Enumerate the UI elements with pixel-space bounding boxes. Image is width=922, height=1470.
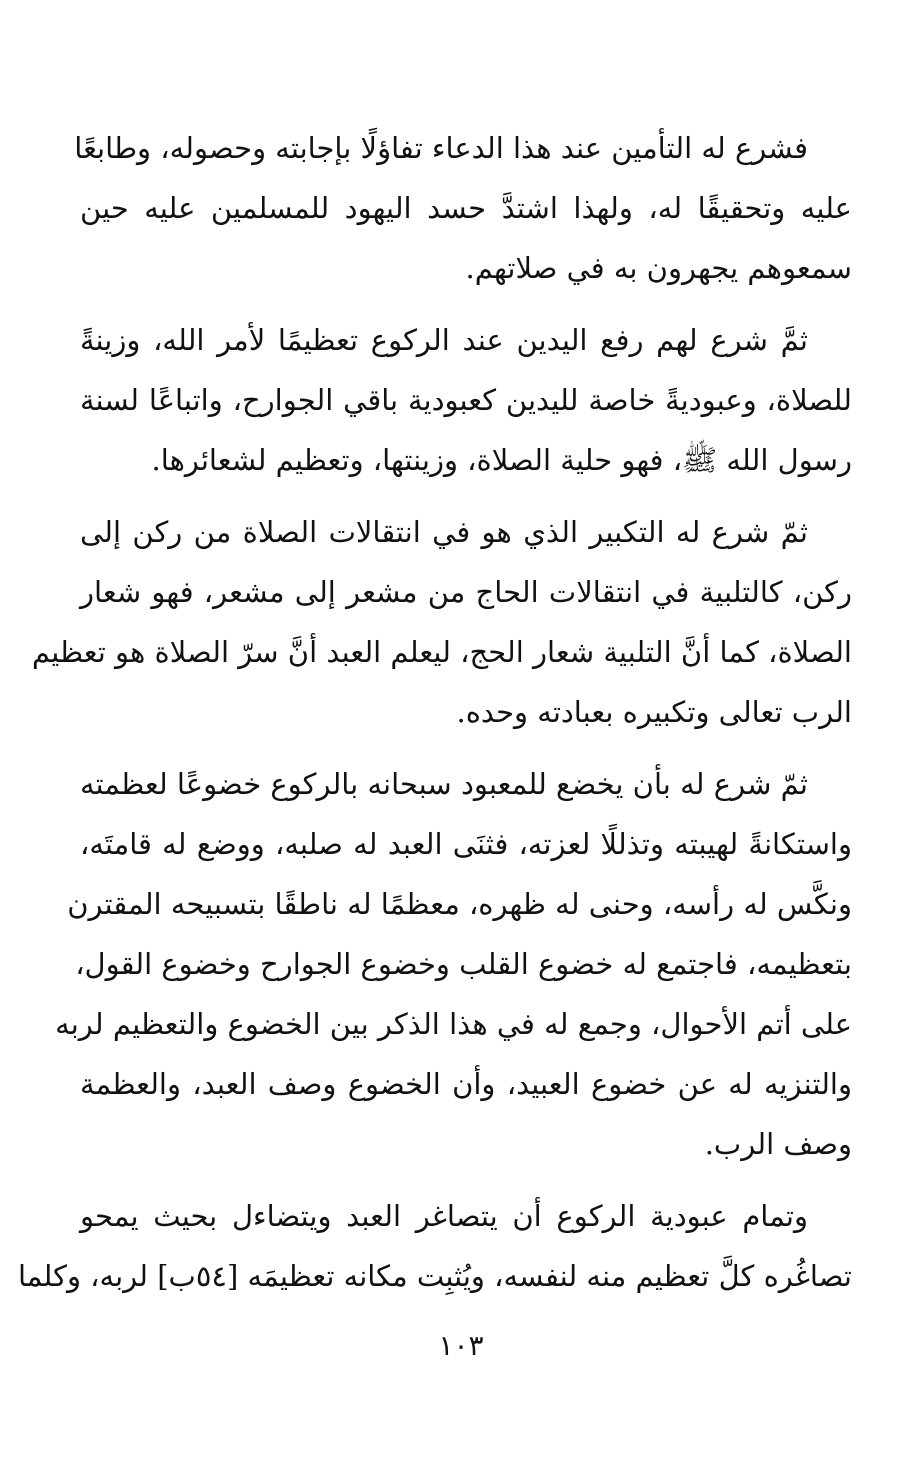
text-line: ثمَّ شرع لهم رفع اليدين عند الركوع تعظيمًا لأمر الله، وزينةً (80, 323, 808, 357)
text-line: تصاغُره كلَّ تعظيم منه لنفسه، ويُثبِت مكانه تعظيمَه [٥٤ب] لربه، وكلما (17, 1259, 852, 1293)
text-line: ثمّ شرع له التكبير الذي هو في انتقالات الصلاة من ركن إلى (80, 515, 808, 549)
paragraph-takbir (31, 502, 852, 742)
text-line: ركن، كالتلبية في انتقالات الحاج من مشعر إلى مشعر، فهو شعار (80, 575, 852, 609)
paragraph-ruku (55, 754, 852, 1174)
text-line: الرب تعالى وتكبيره بعبادته وحده. (456, 695, 852, 729)
paragraph-ruku-servitude (17, 1186, 852, 1306)
text-line: عليه وتحقيقًا له، ولهذا اشتدَّ حسد اليهود للمسلمين عليه حين (80, 191, 852, 225)
page-number: ١٠٣ (438, 1329, 484, 1362)
text-line: للصلاة، وعبوديةً خاصة لليدين كعبودية باقي الجوارح، واتباعًا لسنة (80, 383, 852, 417)
paragraph-ameen (74, 118, 852, 298)
text-line: فشرع له التأمين عند هذا الدعاء تفاؤلًا بإجابته وحصوله، وطابعًا (74, 131, 808, 165)
paragraph-raising-hands (80, 310, 852, 490)
text-line: وصف الرب. (704, 1127, 852, 1161)
text-line: الصلاة، كما أنَّ التلبية شعار الحج، ليعلم العبد أنَّ سرّ الصلاة هو تعظيم (31, 635, 852, 669)
text-line: ونكَّس له رأسه، وحنى له ظهره، معظمًا له ناطقًا بتسبيحه المقترن (67, 887, 852, 921)
text-line: وتمام عبودية الركوع أن يتصاغر العبد ويتضاءل بحيث يمحو (80, 1199, 808, 1233)
text-line: ثمّ شرع له بأن يخضع للمعبود سبحانه بالركوع خضوعًا لعظمته (80, 767, 808, 801)
text-line: والتنزيه له عن خضوع العبيد، وأن الخضوع وصف العبد، والعظمة (80, 1067, 852, 1101)
text-line: رسول الله ﷺ، فهو حلية الصلاة، وزينتها، وتعظيم لشعائرها. (151, 443, 852, 477)
text-line: بتعظيمه، فاجتمع له خضوع القلب وخضوع الجوارح وخضوع القول، (75, 947, 852, 981)
text-line: على أتم الأحوال، وجمع له في هذا الذكر بين الخضوع والتعظيم لربه (55, 1007, 852, 1041)
text-line: واستكانةً لهيبته وتذللًا لعزته، فثنَى العبد له صلبه، ووضع له قامتَه، (80, 827, 852, 861)
text-line: سمعوهم يجهرون به في صلاتهم. (465, 251, 852, 285)
body-text (17, 118, 852, 1318)
